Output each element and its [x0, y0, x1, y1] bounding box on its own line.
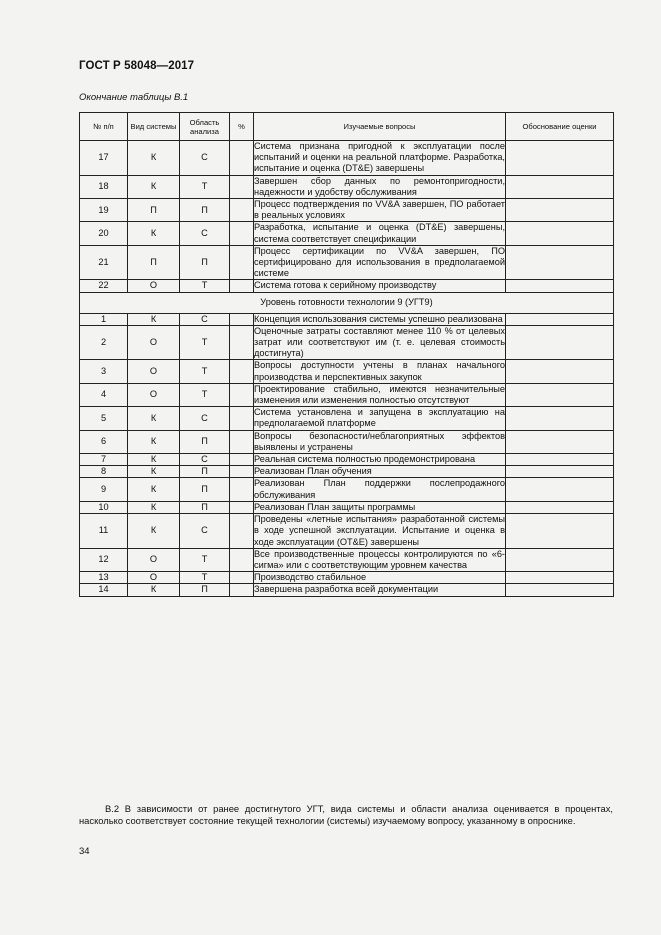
cell-justification: [506, 430, 614, 453]
cell-justification: [506, 407, 614, 430]
cell-number: 9: [80, 478, 128, 501]
cell-justification: [506, 360, 614, 383]
table-row: [80, 313, 614, 325]
cell-percent: [230, 430, 254, 453]
cell-number: 14: [80, 584, 128, 596]
cell-percent: [230, 383, 254, 406]
cell-justification: [506, 466, 614, 478]
cell-question: Реализован План поддержки послепродажного обслуживания: [254, 478, 505, 500]
cell-analysis-area: Т: [180, 548, 230, 571]
cell-system-type: О: [128, 383, 180, 406]
col-header-system-type: Вид системы: [128, 113, 180, 141]
cell-analysis-area: Т: [180, 360, 230, 383]
cell-percent: [230, 584, 254, 596]
cell-analysis-area: П: [180, 466, 230, 478]
table-row: [80, 360, 614, 383]
cell-percent: [230, 175, 254, 198]
cell-system-type: О: [128, 360, 180, 383]
table-row: [80, 407, 614, 430]
cell-number: 13: [80, 572, 128, 584]
section-row: [80, 292, 614, 313]
cell-system-type: О: [128, 280, 180, 292]
cell-question: Производство стабильное: [254, 572, 506, 584]
cell-analysis-area: Т: [180, 280, 230, 292]
cell-question: Концепция использования системы успешно реализована: [254, 313, 506, 325]
cell-system-type: К: [128, 478, 180, 501]
cell-analysis-area: С: [180, 222, 230, 245]
cell-question: Система установлена и запущена в эксплуатацию на предполагаемой платформе: [254, 407, 505, 429]
cell-question: Проектирование стабильно, имеются незначительные изменения или изменения полностью отсутствуют: [254, 383, 505, 406]
cell-system-type: К: [128, 501, 180, 513]
cell-number: 5: [80, 407, 128, 430]
table-body-part1: [80, 141, 614, 293]
cell-system-type: О: [128, 572, 180, 584]
cell-system-type: К: [128, 222, 180, 245]
cell-analysis-area: П: [180, 501, 230, 513]
col-header-analysis-area: Область анализа: [180, 113, 230, 141]
cell-system-type: К: [128, 514, 180, 549]
cell-justification: [506, 572, 614, 584]
cell-analysis-area: П: [180, 430, 230, 453]
cell-analysis-area: С: [180, 514, 230, 549]
cell-justification: [506, 514, 614, 549]
cell-percent: [230, 501, 254, 513]
cell-question: Все производственные процессы контролируются по «6-сигма» или с соответствующим уровнем качества: [254, 548, 505, 570]
cell-percent: [230, 280, 254, 292]
col-header-number: № п/п: [80, 113, 128, 141]
cell-system-type: О: [128, 548, 180, 571]
table-row: [80, 454, 614, 466]
cell-number: 11: [80, 514, 128, 549]
cell-question: Реализован План обучения: [254, 466, 506, 478]
cell-system-type: К: [128, 407, 180, 430]
page-number: 34: [79, 846, 90, 857]
cell-analysis-area: Т: [180, 383, 230, 406]
cell-number: 2: [80, 325, 128, 360]
table-row: [80, 584, 614, 596]
cell-system-type: К: [128, 430, 180, 453]
cell-justification: [506, 175, 614, 198]
table-row: [80, 325, 614, 360]
cell-number: 20: [80, 222, 128, 245]
cell-question: Реальная система полностью продемонстрирована: [254, 454, 506, 466]
col-header-questions: Изучаемые вопросы: [254, 113, 506, 141]
cell-question: Завершена разработка всей документации: [254, 584, 506, 596]
cell-percent: [230, 407, 254, 430]
section-title: Уровень готовности технологии 9 (УГТ9): [80, 292, 614, 313]
cell-justification: [506, 280, 614, 292]
cell-analysis-area: П: [180, 199, 230, 222]
cell-percent: [230, 141, 254, 176]
table-row: [80, 514, 614, 549]
cell-analysis-area: С: [180, 407, 230, 430]
table-row: [80, 222, 614, 245]
cell-number: 8: [80, 466, 128, 478]
cell-analysis-area: Т: [180, 325, 230, 360]
cell-percent: [230, 199, 254, 222]
cell-system-type: К: [128, 313, 180, 325]
cell-question: Система признана пригодной к эксплуатации после испытаний и оценки на реальной платформе. Разработка, испытание и оценка (DT&E) завершены: [254, 141, 505, 174]
cell-justification: [506, 548, 614, 571]
cell-justification: [506, 325, 614, 360]
cell-analysis-area: С: [180, 454, 230, 466]
cell-number: 18: [80, 175, 128, 198]
cell-percent: [230, 548, 254, 571]
cell-system-type: П: [128, 245, 180, 280]
cell-question: Процесс сертификации по VV&A завершен, ПО сертифицировано для использования в предполагаемой системе: [254, 245, 505, 279]
table-row: [80, 501, 614, 513]
table-caption: Окончание таблицы В.1: [79, 92, 189, 103]
cell-percent: [230, 478, 254, 501]
cell-number: 3: [80, 360, 128, 383]
cell-justification: [506, 584, 614, 596]
cell-question: Система готова к серийному производству: [254, 280, 506, 292]
cell-system-type: П: [128, 199, 180, 222]
table-row: [80, 478, 614, 501]
cell-number: 1: [80, 313, 128, 325]
cell-number: 4: [80, 383, 128, 406]
table-row: [80, 548, 614, 571]
cell-justification: [506, 501, 614, 513]
cell-percent: [230, 360, 254, 383]
cell-question: Оценочные затраты составляют менее 110 % от целевых затрат или соответствуют им (т. е. целевая стоимость достигнута): [254, 325, 505, 359]
cell-analysis-area: Т: [180, 572, 230, 584]
cell-number: 7: [80, 454, 128, 466]
table-row: [80, 572, 614, 584]
cell-number: 22: [80, 280, 128, 292]
cell-justification: [506, 199, 614, 222]
cell-justification: [506, 454, 614, 466]
table-row: [80, 466, 614, 478]
cell-justification: [506, 141, 614, 176]
cell-number: 21: [80, 245, 128, 280]
cell-question: Проведены «летные испытания» разработанной системы в ходе успешной эксплуатации. Испытание и оценка в ходе эксплуатации (OT&E) завершены: [254, 514, 505, 547]
cell-justification: [506, 383, 614, 406]
table-row: [80, 280, 614, 292]
cell-analysis-area: С: [180, 313, 230, 325]
cell-question: Разработка, испытание и оценка (DT&E) завершены, система соответствует спецификации: [254, 222, 505, 244]
table-row: [80, 245, 614, 280]
cell-system-type: К: [128, 141, 180, 176]
table-row: [80, 430, 614, 453]
cell-analysis-area: Т: [180, 175, 230, 198]
table-row: [80, 199, 614, 222]
table-body-part2: [80, 313, 614, 596]
cell-justification: [506, 245, 614, 280]
cell-percent: [230, 454, 254, 466]
cell-percent: [230, 245, 254, 280]
cell-system-type: К: [128, 466, 180, 478]
cell-question: Реализован План защиты программы: [254, 501, 506, 513]
cell-question: Вопросы доступности учтены в планах начального производства и перспективных закупок: [254, 360, 505, 382]
cell-system-type: К: [128, 175, 180, 198]
cell-analysis-area: П: [180, 245, 230, 280]
col-header-justification: Обоснование оценки: [506, 113, 614, 141]
table-row: [80, 141, 614, 176]
cell-analysis-area: П: [180, 478, 230, 501]
criteria-table: [79, 112, 614, 597]
cell-number: 6: [80, 430, 128, 453]
cell-percent: [230, 466, 254, 478]
cell-percent: [230, 514, 254, 549]
cell-analysis-area: С: [180, 141, 230, 176]
table-section: [80, 292, 614, 313]
table-header-row: [80, 113, 614, 141]
cell-percent: [230, 572, 254, 584]
table-row: [80, 175, 614, 198]
cell-number: 12: [80, 548, 128, 571]
cell-question: Вопросы безопасности/неблагоприятных эффектов выявлены и устранены: [254, 430, 505, 452]
cell-system-type: К: [128, 454, 180, 466]
cell-justification: [506, 222, 614, 245]
cell-number: 10: [80, 501, 128, 513]
paragraph-b2: В.2 В зависимости от ранее достигнутого УГТ, вида системы и области анализа оценивается в процентах, насколько соответствует состояние текущей технологии (системы) изучаемому вопросу, указанному в опроснике.: [79, 803, 613, 827]
cell-percent: [230, 222, 254, 245]
cell-percent: [230, 325, 254, 360]
cell-analysis-area: П: [180, 584, 230, 596]
document-id: ГОСТ Р 58048—2017: [79, 60, 195, 72]
cell-number: 19: [80, 199, 128, 222]
cell-question: Процесс подтверждения по VV&A завершен, ПО работает в реальных условиях: [254, 199, 505, 221]
cell-justification: [506, 478, 614, 501]
cell-percent: [230, 313, 254, 325]
cell-justification: [506, 313, 614, 325]
table-row: [80, 383, 614, 406]
cell-number: 17: [80, 141, 128, 176]
cell-question: Завершен сбор данных по ремонтопригодности, надежности и удобству обслуживания: [254, 175, 505, 197]
cell-system-type: К: [128, 584, 180, 596]
col-header-percent: %: [230, 113, 254, 141]
cell-system-type: О: [128, 325, 180, 360]
